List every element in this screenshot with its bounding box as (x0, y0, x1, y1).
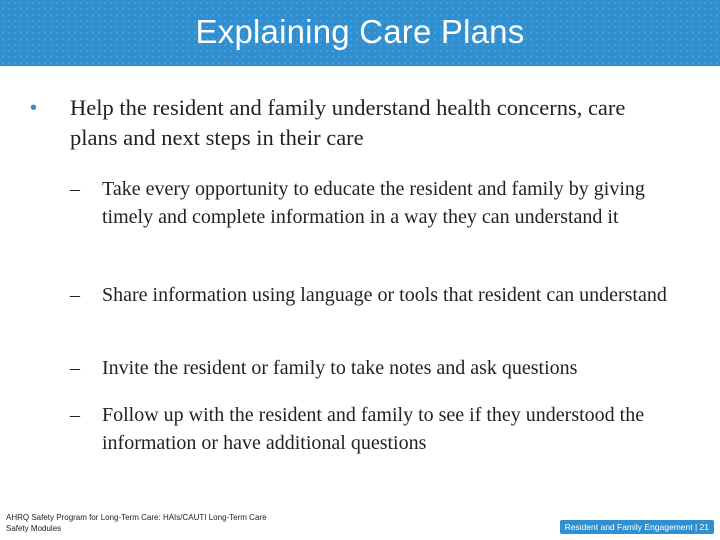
sub-bullet (70, 402, 690, 457)
sub-bullet-text: Take every opportunity to educate the resident and family by giving timely and complete information in a way they can understand it (102, 178, 645, 228)
dash-marker: – (70, 404, 80, 426)
sub-bullet (70, 355, 690, 383)
dash-marker: – (70, 284, 80, 306)
slide-title: Explaining Care Plans (195, 13, 525, 50)
main-bullet (30, 93, 670, 153)
sub-bullet (70, 176, 690, 231)
bullet-marker: • (30, 97, 38, 119)
footer-source: AHRQ Safety Program for Long-Term Care: HAIs/CAUTI Long-Term Care Safety Modules (6, 513, 267, 533)
title-bar (0, 0, 720, 66)
sub-bullet (70, 282, 690, 310)
dash-marker: – (70, 178, 80, 200)
sub-bullet-text: Invite the resident or family to take notes and ask questions (102, 357, 578, 379)
sub-bullet-text: Follow up with the resident and family to see if they understood the information or have additional questions (102, 404, 645, 454)
main-bullet-text: Help the resident and family understand health concerns, care plans and next steps in their care (70, 95, 626, 150)
footer-section-label: Resident and Family Engagement | 21 (560, 520, 714, 534)
dash-marker: – (70, 357, 80, 379)
sub-bullet-text: Share information using language or tools that resident can understand (102, 284, 667, 306)
